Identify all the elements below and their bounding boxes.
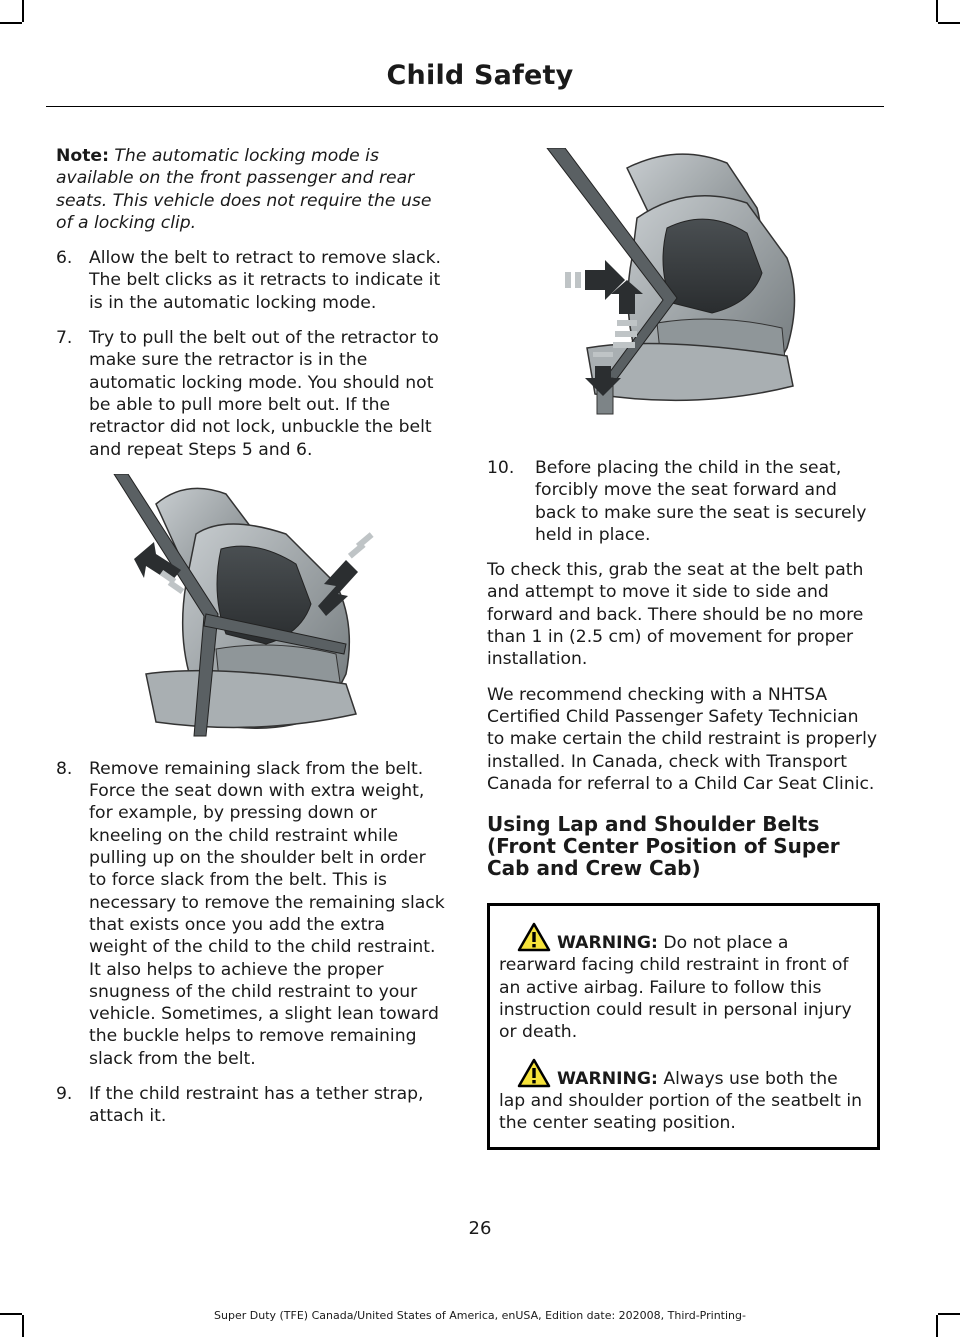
crop-mark [938, 22, 960, 24]
step-7 [56, 327, 448, 461]
crop-mark [936, 0, 938, 22]
warning-item [499, 922, 869, 1043]
step-number: 7. [56, 328, 73, 349]
warning-triangle-icon [517, 1058, 551, 1088]
warning-label: WARNING: [557, 933, 658, 954]
step-text: If the child restraint has a tether strap, attach it. [89, 1084, 424, 1127]
note-label: Note: [56, 146, 109, 166]
warning-text: Always use both the lap and shoulder portion of the seatbelt in the center seating position. [499, 1068, 863, 1134]
page-title: Child Safety [386, 60, 574, 91]
section-heading: Using Lap and Shoulder Belts (Front Center Position of Super Cab and Crew Cab) [487, 812, 840, 881]
step-text: Allow the belt to retract to remove slack. The belt clicks as it retracts to indicate it is in the automatic locking mode. [89, 248, 442, 313]
warning-triangle-icon [517, 922, 551, 952]
warning-box [487, 903, 880, 1149]
seat-illustration-secure [487, 148, 880, 418]
warning-label: WARNING: [557, 1068, 658, 1089]
child-seat-belt-illustration [56, 474, 448, 740]
seat-illustration-tighten [56, 474, 448, 740]
crop-mark [0, 22, 22, 24]
warning-text: Do not place a rearward facing child restraint in front of an active airbag. Failure to follow this instruction could result in personal injury or death. [499, 933, 852, 1043]
right-column [487, 457, 880, 1150]
footer-text: Super Duty (TFE) Canada/United States of America, enUSA, Edition date: 202008, Third-Printing- [214, 1309, 746, 1322]
step-text: Before placing the child in the seat, forcibly move the seat forward and back to make sure the seat is securely held in place. [535, 458, 867, 545]
step-number: 8. [56, 758, 73, 779]
step-number: 10. [487, 458, 515, 478]
step-text: Try to pull the belt out of the retractor to make sure the retractor is in the automatic locking mode. You should not be able to pull more belt out. If the retractor did not lock, unbuckle the belt and repeat Steps 5 and 6. [89, 328, 439, 460]
step-10 [487, 457, 880, 546]
header-divider [46, 106, 884, 107]
note [56, 145, 448, 234]
step-text: Remove remaining slack from the belt. Force the seat down with extra weight, for example, by pressing down or kneeling on the child restraint while pulling up on the shoulder belt in order to force slack from the belt. This is necessary to remove the remaining slack that exists once you add the extra weight of the child to the child restraint. It also helps to achieve the proper snugness of the child restraint to your vehicle. Sometimes, a slight lean toward the buckle helps to remove remaining slack from the belt. [89, 758, 445, 1069]
step-number: 6. [56, 248, 73, 269]
warning-item [499, 1058, 869, 1135]
left-column [56, 145, 448, 1141]
paragraph: To check this, grab the seat at the belt path and attempt to move it side to side and forward and back. There should be no more than 1 in (2.5 cm) of movement for proper installation. [487, 560, 864, 670]
step-8 [56, 758, 448, 1070]
step-9 [56, 1083, 448, 1128]
crop-mark [22, 0, 24, 22]
child-seat-movement-illustration [487, 148, 880, 418]
page-number: 26 [468, 1218, 492, 1239]
paragraph: We recommend checking with a NHTSA Certified Child Passenger Safety Technician to make certain the child restraint is properly installed. In Canada, check with Transport Canada for referral to a Child Car Seat Clinic. [487, 684, 878, 794]
step-number: 9. [56, 1084, 73, 1105]
step-6 [56, 247, 448, 314]
note-text: The automatic locking mode is available on the front passenger and rear seats. This vehicle does not require the use of a locking clip. [56, 146, 432, 233]
